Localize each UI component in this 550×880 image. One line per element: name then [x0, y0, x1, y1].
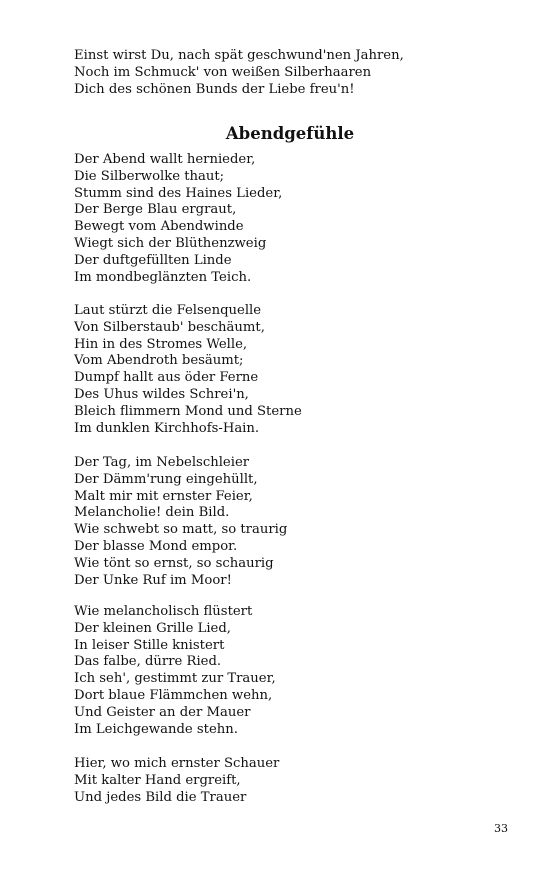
verse-line: Wie melancholisch flüstert: [74, 604, 253, 619]
verse-line: Und jedes Bild die Trauer: [74, 789, 247, 805]
stanza-3: [74, 455, 494, 589]
verse-line: Und Geister an der Mauer: [74, 704, 251, 720]
verse-line: Der Abend wallt hernieder,: [74, 152, 256, 167]
verse-line: Ich seh', gestimmt zur Trauer,: [74, 671, 276, 687]
verse-line: Der kleinen Grille Lied,: [74, 620, 231, 636]
verse-line: Wie tönt so ernst, so schaurig: [74, 555, 274, 571]
verse-line: Bewegt vom Abendwinde: [74, 219, 244, 235]
verse-line: Der Berge Blau ergraut,: [74, 202, 237, 218]
verse-line: Stumm sind des Haines Lieder,: [74, 185, 283, 201]
stanza-1: [74, 152, 494, 286]
verse-line: Der Dämm'rung eingehüllt,: [74, 471, 258, 487]
stanza-2: [74, 303, 494, 437]
previous-poem-ending: [74, 48, 494, 98]
verse-line: Hin in des Stromes Welle,: [74, 336, 248, 352]
verse-line: Mit kalter Hand ergreift,: [74, 772, 241, 788]
verse-line: Des Uhus wildes Schrei'n,: [74, 386, 249, 402]
verse-line: Wie schwebt so matt, so traurig: [74, 522, 288, 538]
verse-line: Noch im Schmuck' von weißen Silberhaaren: [74, 64, 372, 80]
verse-line: Im Leichgewande stehn.: [74, 721, 238, 737]
verse-line: Dich des schönen Bunds der Liebe freu'n!: [74, 81, 355, 97]
verse-line: Bleich flimmern Mond und Sterne: [74, 403, 302, 419]
verse-line: Dort blaue Flämmchen wehn,: [74, 687, 273, 703]
verse-line: Der blasse Mond empor.: [74, 538, 238, 554]
verse-line: Einst wirst Du, nach spät geschwund'nen Jahren,: [74, 48, 404, 63]
verse-line: Im dunklen Kirchhofs-Hain.: [74, 420, 260, 436]
verse-line: Das falbe, dürre Ried.: [74, 654, 222, 670]
verse-line: Hier, wo mich ernster Schauer: [74, 756, 280, 771]
verse-line: In leiser Stille knistert: [74, 637, 225, 653]
stanza-5: [74, 756, 494, 806]
verse-line: Im mondbeglänzten Teich.: [74, 269, 252, 285]
poem-title: Abendgefühle: [225, 124, 355, 143]
verse-line: Vom Abendroth besäumt;: [74, 353, 244, 369]
verse-line: Dumpf hallt aus öder Ferne: [74, 370, 259, 386]
page-number: 33: [494, 822, 508, 835]
verse-line: Melancholie! dein Bild.: [74, 505, 230, 521]
verse-line: Malt mir mit ernster Feier,: [74, 488, 253, 504]
verse-line: Wiegt sich der Blüthenzweig: [74, 235, 267, 251]
verse-line: Die Silberwolke thaut;: [74, 168, 225, 184]
verse-line: Laut stürzt die Felsenquelle: [74, 303, 262, 318]
verse-line: Der Tag, im Nebelschleier: [74, 455, 250, 470]
verse-line: Der duftgefüllten Linde: [74, 252, 232, 268]
stanza-4: [74, 604, 494, 738]
verse-line: Von Silberstaub' beschäumt,: [74, 319, 265, 335]
verse-line: Der Unke Ruf im Moor!: [74, 572, 232, 588]
